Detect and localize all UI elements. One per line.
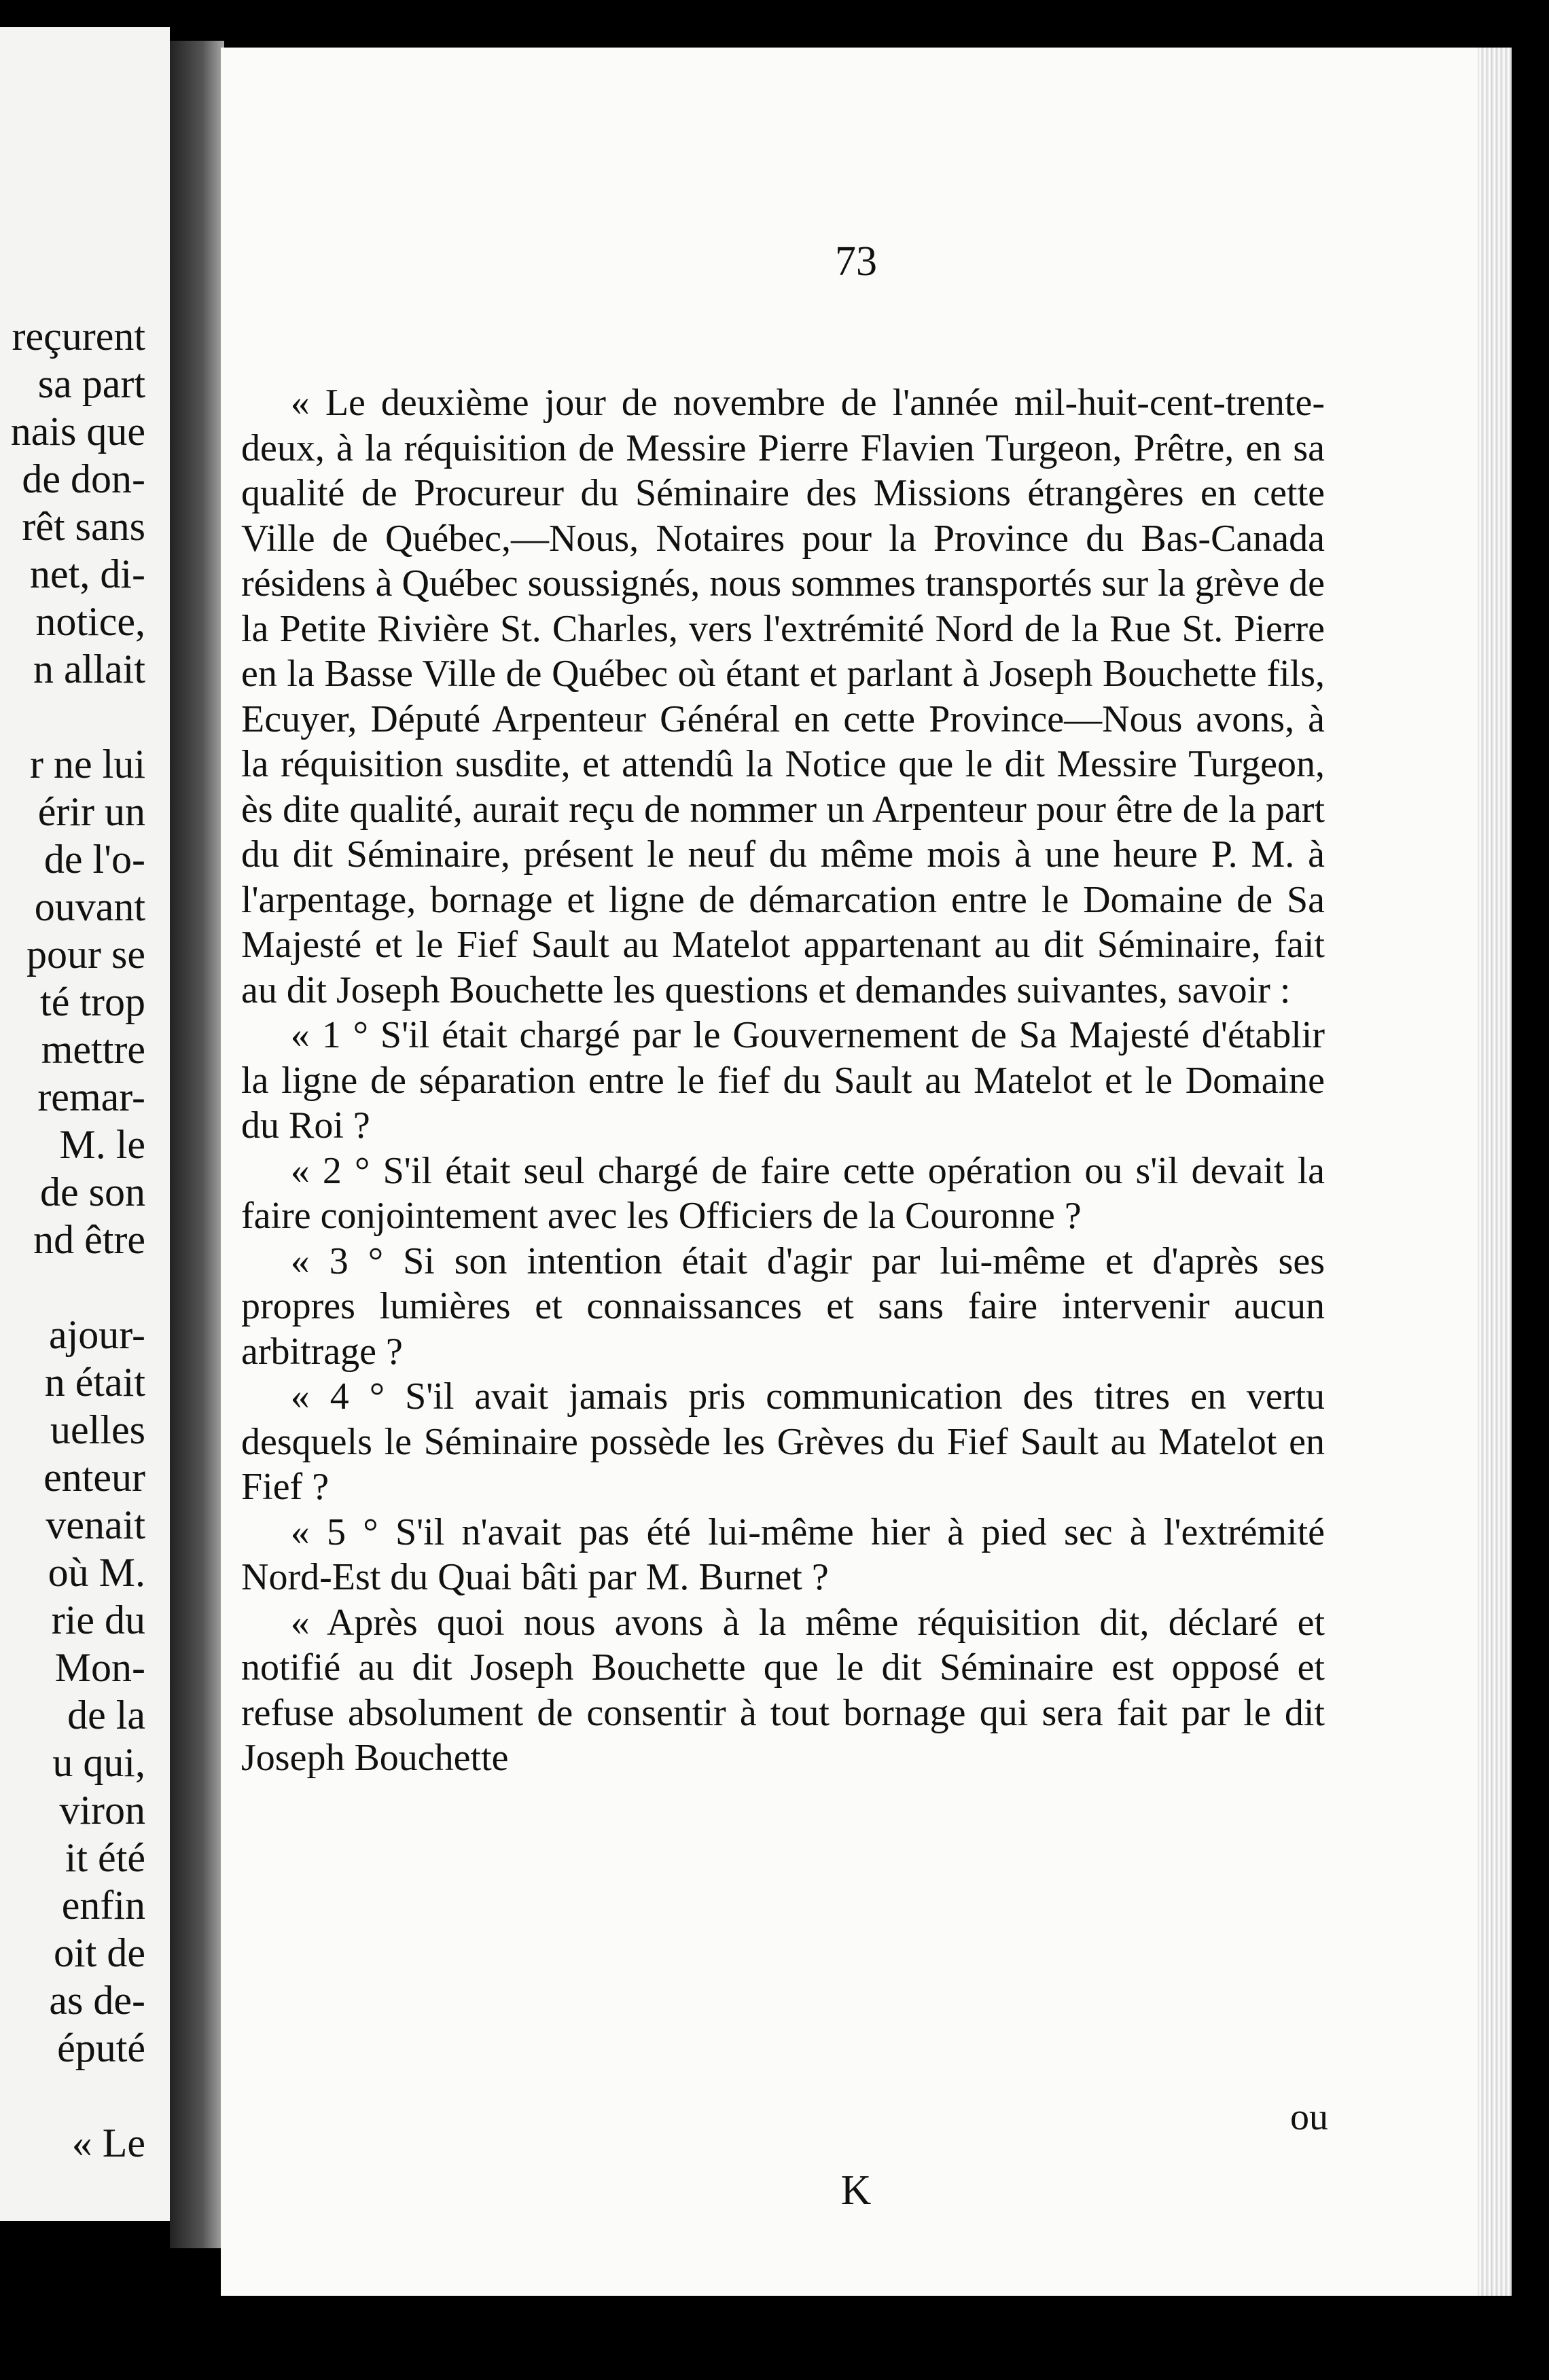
facing-page-line: oit de [54, 1930, 145, 1975]
facing-page [0, 27, 170, 2221]
facing-page-line: té trop [40, 979, 145, 1024]
facing-page-line: r ne lui [30, 742, 145, 787]
facing-page-line: éputé [57, 2025, 145, 2070]
question-paragraph: « 2 ° S'il était seul chargé de faire cette opération ou s'il devait la faire conjointement avec les Officiers de la Couronne ? [241, 1149, 1325, 1237]
facing-page-line: enteur [43, 1455, 145, 1500]
question-paragraph: « 5 ° S'il n'avait pas été lui-même hier à pied sec à l'extrémité Nord-Est du Quai bâti par M. Burnet ? [241, 1511, 1325, 1598]
page-number: 73 [835, 238, 877, 285]
facing-page-text [11, 312, 145, 2167]
paragraph: « Le deuxième jour de novembre de l'année mil-huit-cent-trente-deux, à la réquisition de Messire Pierre Flavien Turgeon, Prêtre, en sa qualité de Procureur du Séminaire des Missions étrangères en cette Ville de Québec,—Nous, Notaires pour la Province du Bas-Canada résidens à Québec soussignés, nous sommes transportés sur la grève de la Petite Rivière St. Charles, vers l'extrémité Nord de la Rue St. Pierre en la Basse Ville de Québec où étant et parlant à Joseph Bouchette fils, Ecuyer, Député Arpenteur Général en cette Province—Nous avons, à la réquisition susdite, et attendû la Notice que le dit Messire Turgeon, ès dite qualité, aurait reçu de nommer un Arpenteur pour être de la part du dit Séminaire, présent le neuf du même mois à une heure P. M. à l'arpentage, bornage et ligne de démarcation entre le Domaine de Sa Majesté et le Fief Sault au Matelot appartenant au dit Séminaire, fait au dit Joseph Bouchette les questions et demandes suivantes, savoir : [241, 382, 1325, 1011]
facing-page-line: de la [67, 1693, 145, 1737]
facing-page-line: mettre [41, 1027, 145, 1072]
question-paragraph: « 1 ° S'il était chargé par le Gouvernement de Sa Majesté d'établir la ligne de séparation entre le fief du Sault au Matelot et le Domaine du Roi ? [241, 1014, 1325, 1147]
facing-page-line: nais que [10, 409, 145, 454]
catchword: ou [1290, 2096, 1328, 2138]
facing-page-line: viron [59, 1788, 145, 1833]
facing-page-line: as de- [49, 1978, 145, 2023]
facing-page-line: rêt sans [22, 504, 145, 549]
facing-page-line: de l'o- [43, 837, 145, 882]
facing-page-line: où M. [48, 1550, 145, 1595]
facing-page-line: u qui, [52, 1740, 145, 1785]
facing-page-line: venait [46, 1502, 145, 1547]
facing-page-line [11, 1263, 145, 1311]
book-gutter [170, 41, 224, 2248]
facing-page-line: n était [44, 1360, 145, 1405]
signature-mark: K [840, 2167, 872, 2214]
facing-page-line: uelles [50, 1407, 145, 1452]
facing-page-line: Mon- [54, 1645, 145, 1690]
facing-page-line: notice, [35, 599, 145, 644]
paragraph: « Après quoi nous avons à la même réquisition dit, déclaré et notifié au dit Joseph Bouchette que le dit Séminaire est opposé et refuse absolument de consentir à tout bornage qui sera fait par le dit Joseph Bouchette [241, 1601, 1325, 1779]
facing-page-line [11, 693, 145, 740]
facing-page-line: it été [65, 1835, 145, 1880]
question-paragraph: « 3 ° Si son intention était d'agir par lui-même et d'après ses propres lumières et connaissances et sans faire intervenir aucun arbitrage ? [241, 1240, 1325, 1373]
facing-page-line: pour se [26, 932, 145, 977]
facing-page-line: reçurent [12, 314, 145, 359]
facing-page-line: de son [40, 1170, 145, 1214]
facing-page-line: enfin [61, 1883, 145, 1928]
facing-page-line: n allait [33, 647, 145, 691]
book-page [221, 48, 1512, 2296]
facing-page-line [11, 2072, 145, 2119]
facing-page-line: ajour- [48, 1312, 145, 1357]
body-text [241, 380, 1325, 1781]
facing-page-line: remar- [37, 1075, 145, 1119]
facing-page-line: sa part [37, 361, 145, 406]
page-edge [1478, 48, 1512, 2296]
facing-page-line: M. le [59, 1122, 145, 1167]
facing-page-line: nd être [33, 1217, 145, 1262]
facing-page-line: érir un [37, 789, 145, 834]
facing-page-line: net, di- [30, 552, 145, 596]
facing-page-line: rie du [51, 1598, 145, 1642]
question-paragraph: « 4 ° S'il avait jamais pris communication des titres en vertu desquels le Séminaire possède les Grèves du Fief Sault au Matelot en Fief ? [241, 1375, 1325, 1508]
facing-page-line: « Le [71, 2121, 145, 2165]
facing-page-line: de don- [22, 456, 145, 501]
facing-page-line: ouvant [34, 884, 145, 929]
